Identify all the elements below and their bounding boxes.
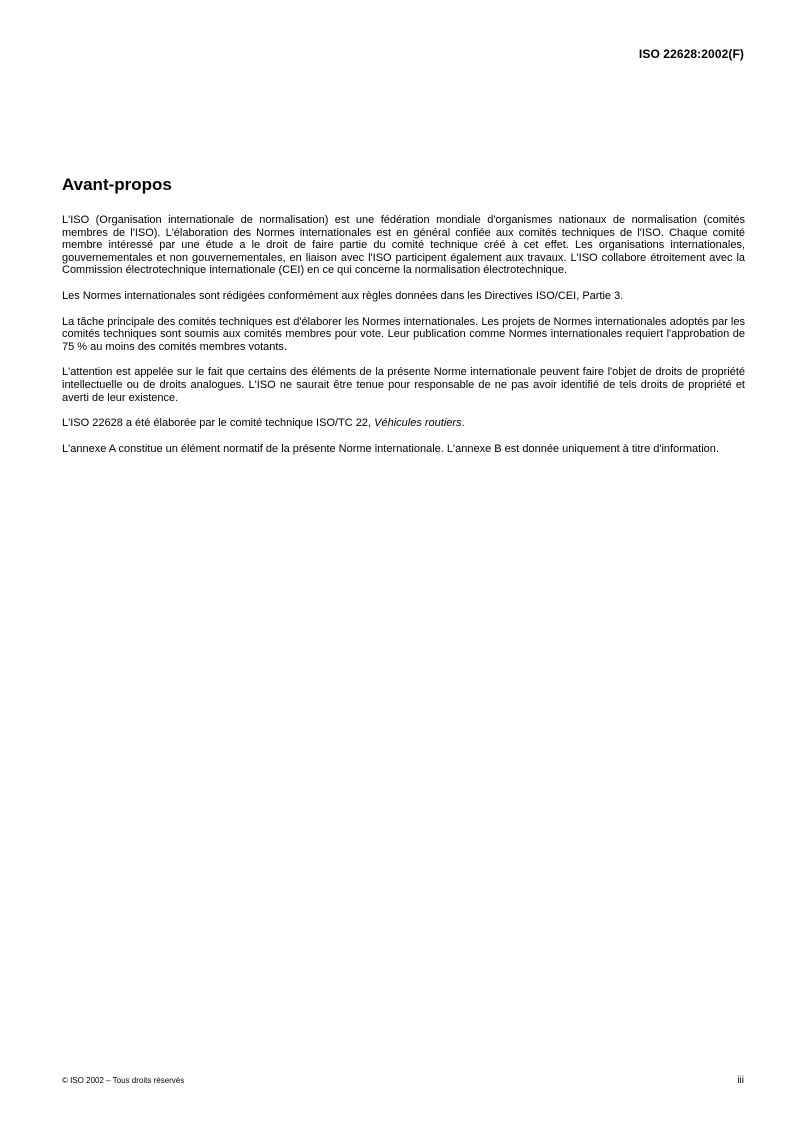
copyright-notice: © ISO 2002 – Tous droits réservés bbox=[62, 1076, 185, 1085]
section-heading: Avant-propos bbox=[62, 175, 172, 194]
paragraph-iso-intro: L'ISO (Organisation internationale de normalisation) est une fédération mondiale d'organismes nationaux de normalisation (comités membres de l'ISO). L'élaboration des Normes internationales est en général confiée aux comités techniques de l'ISO. Chaque comité membre intéressé par une étude a le droit de faire partie du comité technique créé à cet effet. Les organisations internationales, gouvernementales et non gouvernementales, en liaison avec l'ISO participent également aux travaux. L'ISO collabore étroitement avec la Commission électrotechnique internationale (CEI) en ce qui concerne la normalisation électrotechnique. bbox=[62, 214, 745, 277]
paragraph-committee-tasks: La tâche principale des comités techniques est d'élaborer les Normes internationales. Les projets de Normes internationales adoptés par les comités techniques sont soumis aux comités membres pour vote. Leur publication comme Normes internationales requiert l'approbation de 75 % au moins des comités membres votants. bbox=[62, 315, 745, 353]
document-reference: ISO 22628:2002(F) bbox=[638, 47, 744, 61]
committee-text-suffix: . bbox=[461, 417, 465, 430]
paragraph-technical-committee bbox=[62, 417, 745, 430]
foreword-section bbox=[62, 175, 745, 468]
paragraph-directives: Les Normes internationales sont rédigées conformément aux règles données dans les Directives ISO/CEI, Partie 3. bbox=[62, 289, 624, 302]
committee-name: Véhicules routiers bbox=[374, 417, 462, 430]
paragraph-annexes: L'annexe A constitue un élément normatif de la présente Norme internationale. L'annexe B est donnée uniquement à titre d'information. bbox=[62, 442, 719, 455]
committee-text-prefix: L'ISO 22628 a été élaborée par le comité technique ISO/TC 22, bbox=[62, 417, 375, 430]
page-number: iii bbox=[737, 1075, 744, 1086]
paragraph-patent-rights: L'attention est appelée sur le fait que certains des éléments de la présente Norme internationale peuvent faire l'objet de droits de propriété intellectuelle ou de droits analogues. L'ISO ne saurait être tenue pour responsable de ne pas avoir identifié de tels droits de propriété et averti de leur existence. bbox=[62, 366, 745, 404]
